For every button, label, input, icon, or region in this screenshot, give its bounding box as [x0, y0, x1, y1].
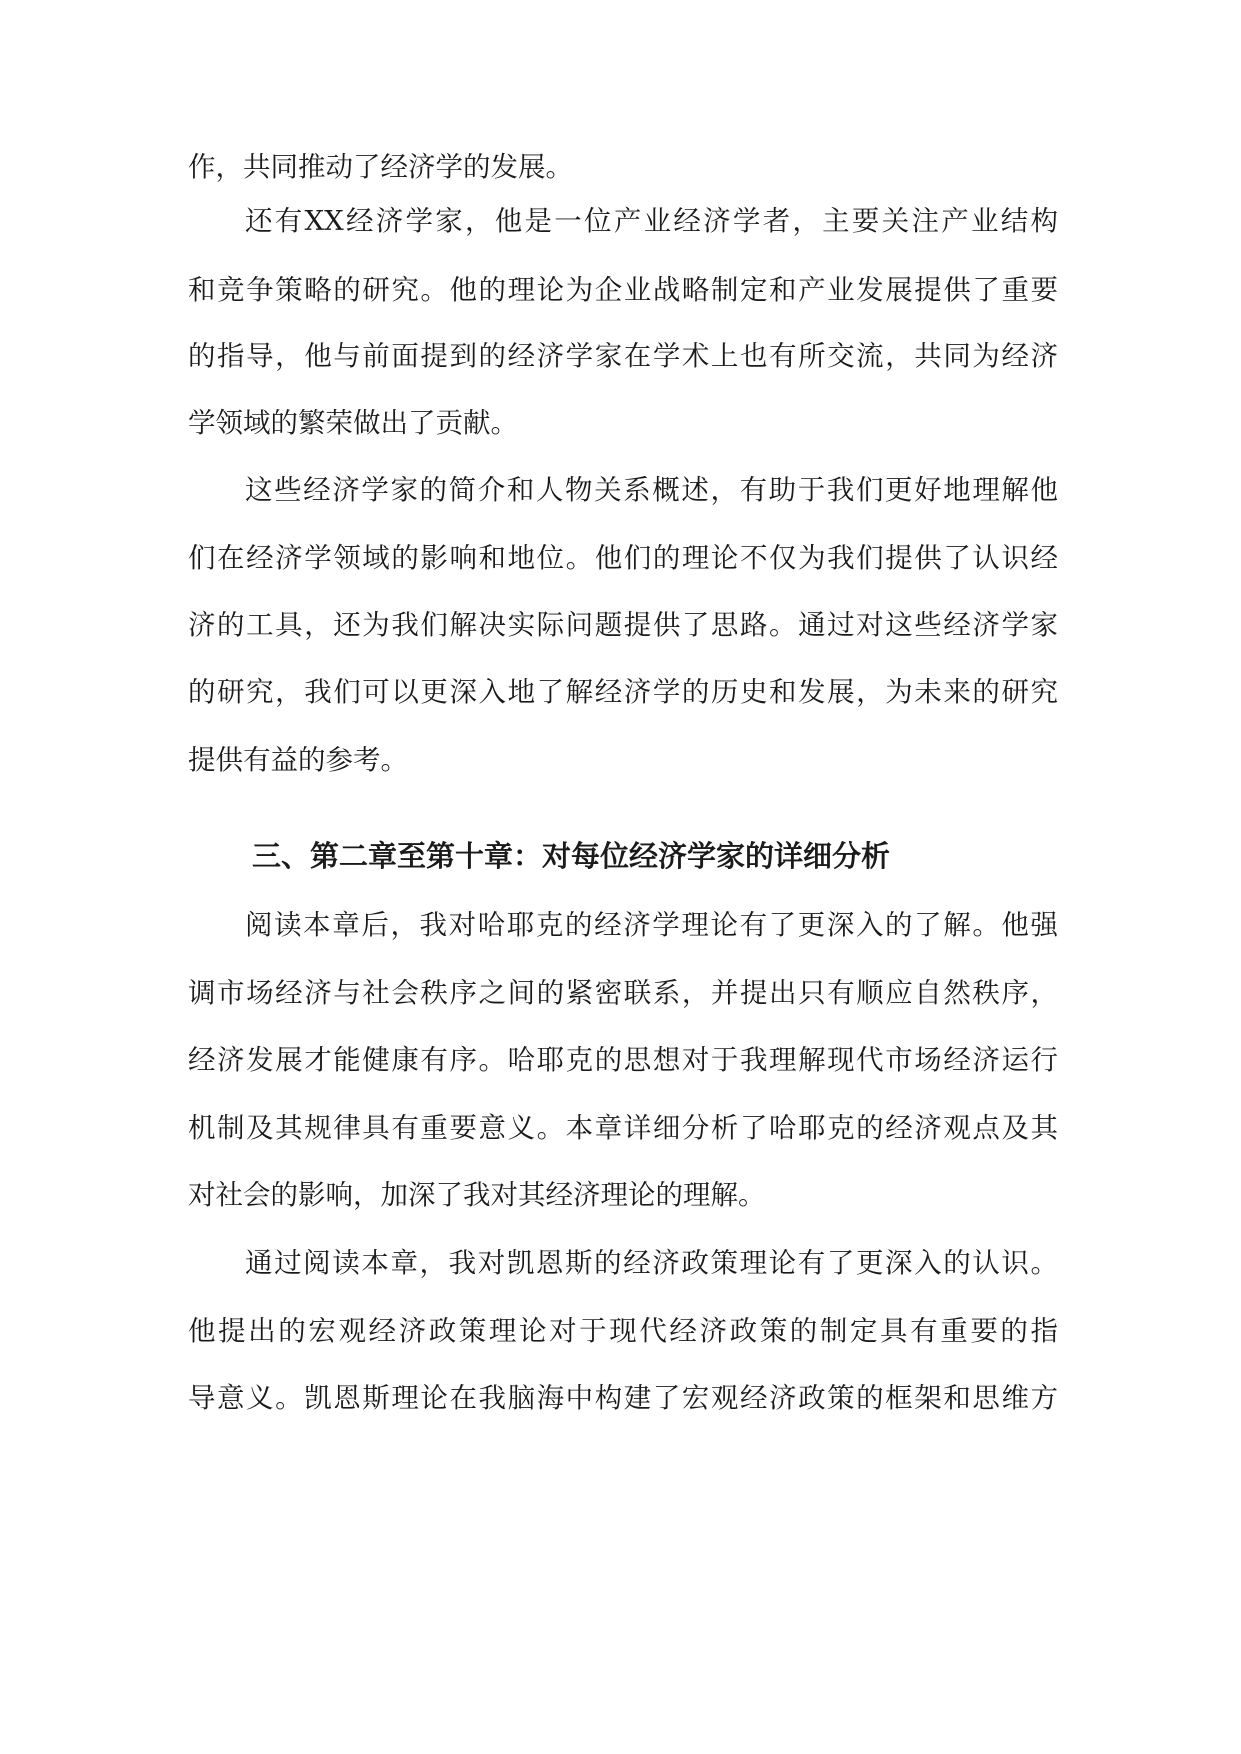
- paragraph-3-line-5: 提供有益的参考。: [188, 744, 408, 776]
- paragraph-4-line-5: 对社会的影响，加深了我对其经济理论的理解。: [188, 1179, 766, 1211]
- paragraph-4-line-4: 机制及其规律具有重要意义。本章详细分析了哈耶克的经济观点及其: [188, 1112, 1058, 1144]
- paragraph-2-line-4: 学领域的繁荣做出了贡献。: [188, 407, 518, 439]
- paragraph-1-line-1: 作，共同推动了经济学的发展。: [188, 151, 573, 183]
- paragraph-5-line-1: 通过阅读本章，我对凯恩斯的经济政策理论有了更深入的认识。: [245, 1247, 1058, 1279]
- paragraph-2-line-2: 和竞争策略的研究。他的理论为企业战略制定和产业发展提供了重要: [188, 274, 1058, 306]
- paragraph-4-line-2: 调市场经济与社会秩序之间的紧密联系，并提出只有顺应自然秩序，: [188, 977, 1058, 1009]
- paragraph-3-line-3: 济的工具，还为我们解决实际问题提供了思路。通过对这些经济学家: [188, 609, 1058, 641]
- paragraph-5-line-2: 他提出的宏观经济政策理论对于现代经济政策的制定具有重要的指: [188, 1315, 1058, 1347]
- paragraph-5-line-3: 导意义。凯恩斯理论在我脑海中构建了宏观经济政策的框架和思维方: [188, 1382, 1058, 1414]
- paragraph-4-line-3: 经济发展才能健康有序。哈耶克的思想对于我理解现代市场经济运行: [188, 1044, 1058, 1076]
- paragraph-3-line-2: 们在经济学领域的影响和地位。他们的理论不仅为我们提供了认识经: [188, 542, 1058, 574]
- paragraph-4-line-1: 阅读本章后，我对哈耶克的经济学理论有了更深入的了解。他强: [245, 909, 1058, 941]
- paragraph-2-line-1: 还有XX经济学家，他是一位产业经济学者，主要关注产业结构: [245, 205, 1058, 237]
- section-heading: 三、第二章至第十章：对每位经济学家的详细分析: [252, 839, 891, 873]
- paragraph-3-line-1: 这些经济学家的简介和人物关系概述，有助于我们更好地理解他: [245, 474, 1058, 506]
- paragraph-2-line-3: 的指导，他与前面提到的经济学家在学术上也有所交流，共同为经济: [188, 340, 1058, 372]
- paragraph-3-line-4: 的研究，我们可以更深入地了解经济学的历史和发展，为未来的研究: [188, 676, 1058, 708]
